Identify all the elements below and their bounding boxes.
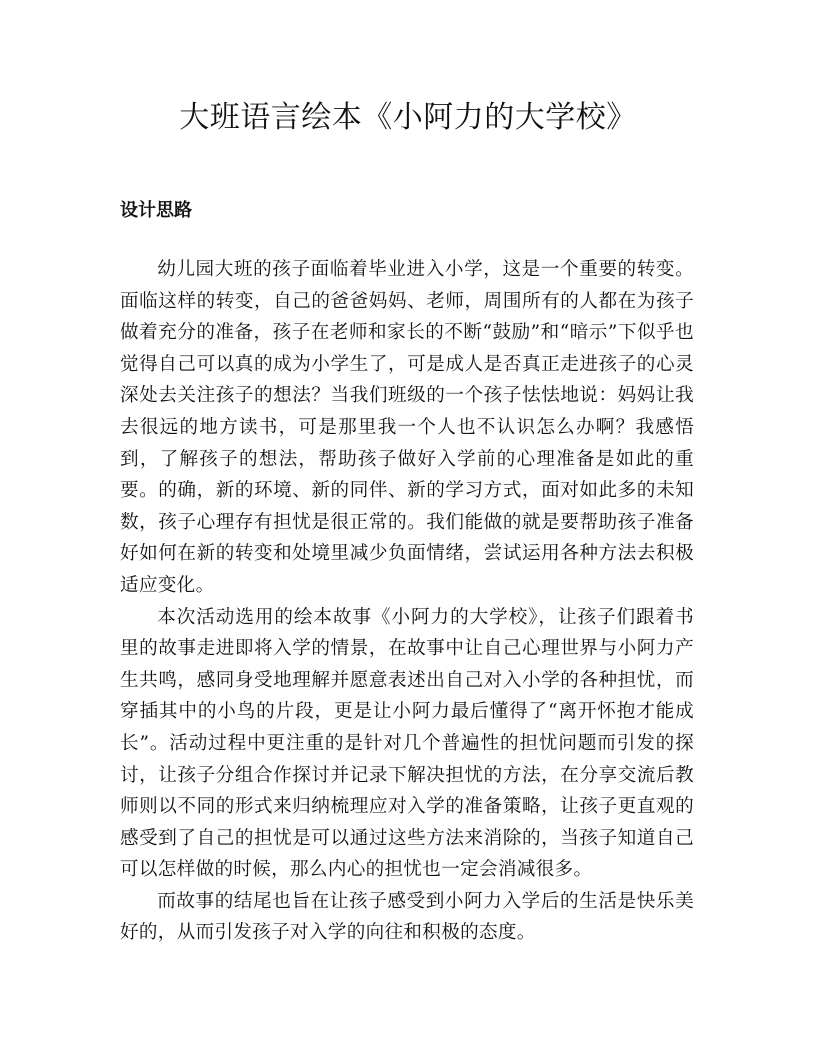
document-title: 大班语言绘本《小阿力的大学校》 xyxy=(179,100,637,135)
body-text xyxy=(120,254,694,949)
paragraph-3: 而故事的结尾也旨在让孩子感受到小阿力入学后的生活是快乐美好的，从而引发孩子对入学的向往和积极的态度。 xyxy=(120,890,694,944)
section-heading: 设计思路 xyxy=(120,200,192,221)
paragraph-1: 幼儿园大班的孩子面临着毕业进入小学，这是一个重要的转变。面临这样的转变，自己的爸爸妈妈、老师，周围所有的人都在为孩子做着充分的准备，孩子在老师和家长的不断“鼓励”和“暗示”下似乎也觉得自己可以真的成为小学生了，可是成人是否真正走进孩子的心灵深处去关注孩子的想法？当我们班级的一个孩子怯怯地说：妈妈让我去很远的地方读书，可是那里我一个人也不认识怎么办啊？我感悟到，了解孩子的想法，帮助孩子做好入学前的心理准备是如此的重要。的确，新的环境、新的同伴、新的学习方式，面对如此多的未知数，孩子心理存有担忧是很正常的。我们能做的就是要帮助孩子准备好如何在新的转变和处境里减少负面情绪，尝试运用各种方法去积极适应变化。 xyxy=(120,259,694,596)
paragraph-2: 本次活动选用的绘本故事《小阿力的大学校》，让孩子们跟着书里的故事走进即将入学的情景，在故事中让自己心理世界与小阿力产生共鸣，感同身受地理解并愿意表述出自己对入小学的各种担忧，而穿插其中的小鸟的片段，更是让小阿力最后懂得了“离开怀抱才能成长”。活动过程中更注重的是针对几个普遍性的担忧问题而引发的探讨，让孩子分组合作探讨并记录下解决担忧的方法，在分享交流后教师则以不同的形式来归纳梳理应对入学的准备策略，让孩子更直观的感受到了自己的担忧是可以通过这些方法来消除的，当孩子知道自己可以怎样做的时候，那么内心的担忧也一定会消减很多。 xyxy=(120,606,694,881)
